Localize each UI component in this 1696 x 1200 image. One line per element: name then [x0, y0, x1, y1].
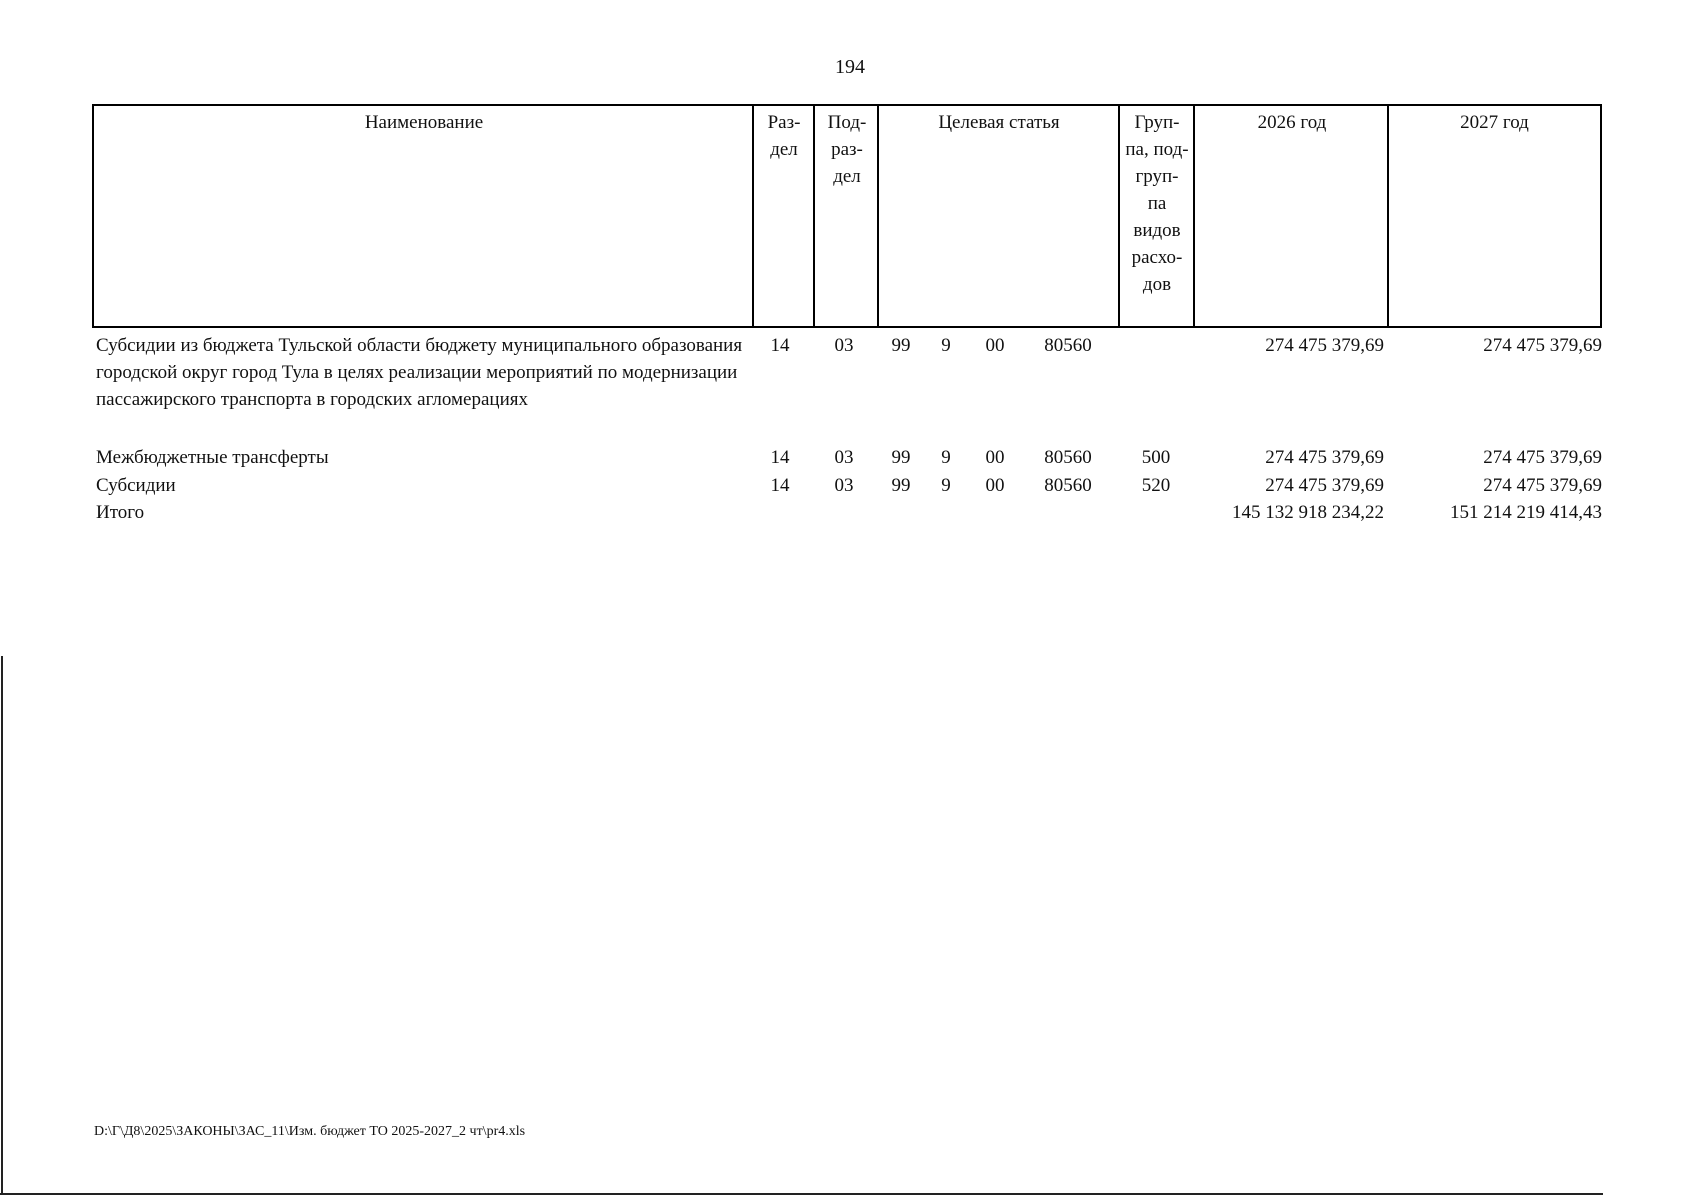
- row-2027: 274 475 379,69: [1483, 447, 1602, 468]
- row-target-program: 99: [891, 335, 911, 356]
- row-podrazdel: 03: [834, 335, 854, 356]
- page-number: 194: [835, 56, 865, 78]
- row-2026: 145 132 918 234,22: [1232, 502, 1384, 523]
- row-target-subprogram: 9: [941, 447, 951, 468]
- left-edge-rule: [1, 656, 3, 1194]
- bottom-edge-rule: [0, 1193, 1603, 1195]
- file-path-footer: D:\Г\Д8\2025\ЗАКОНЫ\ЗАС_11\Изм. бюджет ТО 2025-2027_2 чт\pr4.xls: [94, 1124, 526, 1139]
- row-target-event: 00: [985, 447, 1005, 468]
- row-target-event: 00: [985, 475, 1005, 496]
- header-2027: 2027 год: [1460, 112, 1529, 133]
- row-2027: 274 475 379,69: [1483, 475, 1602, 496]
- row-target-event: 00: [985, 335, 1005, 356]
- row-2026: 274 475 379,69: [1265, 447, 1384, 468]
- row-group: 500: [1141, 447, 1171, 468]
- row-razdel: 14: [770, 447, 790, 468]
- header-podrazdel: Под- раз- дел: [827, 112, 867, 187]
- row-target-program: 99: [891, 447, 911, 468]
- row-target-direction: 80560: [1044, 475, 1092, 496]
- row-target-subprogram: 9: [941, 475, 951, 496]
- row-target-program: 99: [891, 475, 911, 496]
- row-2026: 274 475 379,69: [1265, 335, 1384, 356]
- row-2027: 274 475 379,69: [1483, 335, 1602, 356]
- row-2026: 274 475 379,69: [1265, 475, 1384, 496]
- row-razdel: 14: [770, 475, 790, 496]
- row-name: Субсидии: [96, 475, 176, 496]
- header-razdel: Раз- дел: [767, 112, 801, 160]
- row-podrazdel: 03: [834, 475, 854, 496]
- row-target-direction: 80560: [1044, 335, 1092, 356]
- table-row: [0, 332, 1696, 440]
- row-podrazdel: 03: [834, 447, 854, 468]
- header-target: Целевая статья: [938, 112, 1060, 133]
- row-name: Итого: [96, 502, 145, 523]
- header-name: [94, 106, 754, 326]
- row-target-subprogram: 9: [941, 335, 951, 356]
- row-name: Межбюджетные трансферты: [96, 447, 329, 468]
- row-2027: 151 214 219 414,43: [1450, 502, 1602, 523]
- row-target-direction: 80560: [1044, 447, 1092, 468]
- header-2026: 2026 год: [1257, 112, 1327, 133]
- row-group: 520: [1141, 475, 1171, 496]
- row-razdel: 14: [770, 335, 790, 356]
- header-group: Груп- па, под- груп- па видов расхо- дов: [1125, 112, 1189, 295]
- row-name: Субсидии из бюджета Тульской области бюджету муниципального образования городской округ город Тула в целях реализации мероприятий по модернизации пассажирского транспорта в городских агломерациях: [96, 335, 743, 410]
- header-name-label: Наименование: [364, 112, 484, 133]
- table-header: [92, 104, 1602, 328]
